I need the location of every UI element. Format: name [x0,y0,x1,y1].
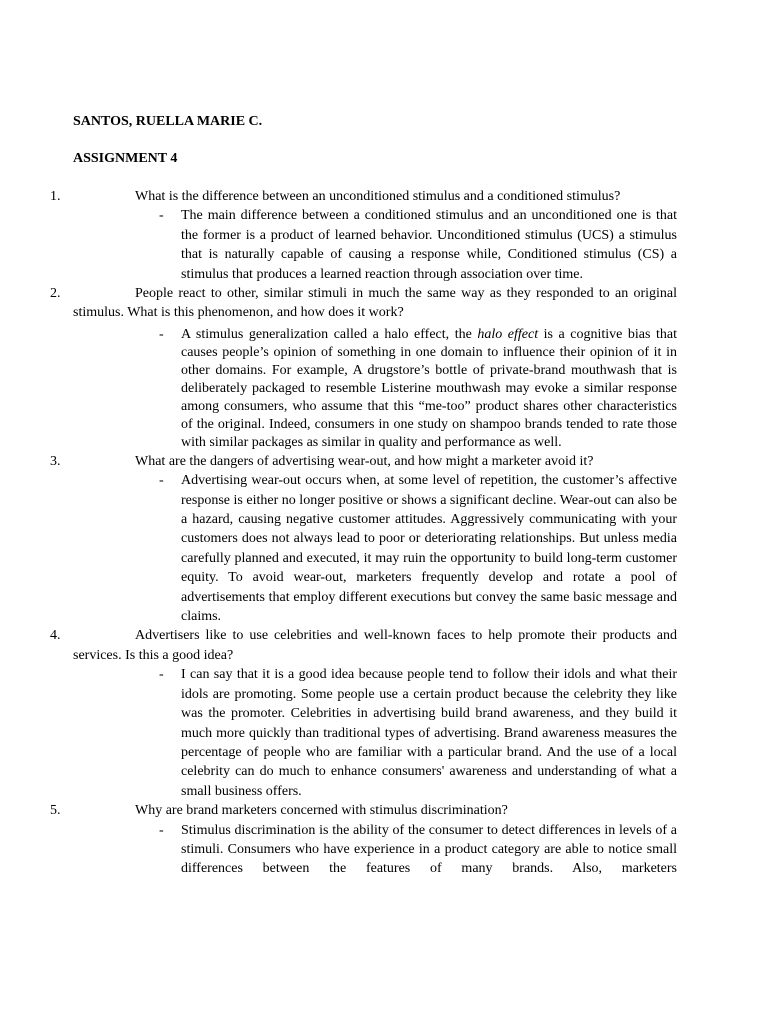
answer-text-after: is a cognitive bias that causes people’s opinion of something in one domain to influence their opinion of it in other domains. For example, A drugstore’s bottle of private-brand mouthwash that is deliberately packaged to resemble Listerine mouthwash may evoke a similar response among consumers, who assume that this “me-too” product shares other characteristics of the original. Indeed, consumers in one study on shampoo brands tended to rate those with similar packages as similar in quality and performance as well. [181,326,678,450]
answer-bullet: - [159,208,164,224]
question-3 [50,452,677,471]
question-item-2 [0,284,768,452]
question-item-5 [0,801,768,879]
question-2 [50,284,677,323]
question-list [0,187,768,879]
answer-bullet: - [159,473,164,489]
question-item-4 [0,626,768,801]
question-number: 3. [50,453,61,469]
question-4 [50,626,677,665]
answer-5 [159,821,677,879]
answer-2 [159,326,678,452]
answer-4 [159,665,677,801]
answer-text: The main difference between a conditioned stimulus and an unconditioned one is that the former is a product of learned behavior. Unconditioned stimulus (UCS) a stimulus that is naturally capable of causing a response while, Conditioned stimulus (CS) a stimulus that produces a learned reaction through association over time. [181,208,677,282]
question-text: Advertisers like to use celebrities and well-known faces to help promote their products and services. Is this a good idea? [73,628,677,663]
answer-1 [159,206,677,284]
question-number: 4. [50,628,61,644]
author-name: SANTOS, RUELLA MARIE C. [73,114,263,129]
answer-bullet: - [159,822,164,838]
question-text: What are the dangers of advertising wear-out, and how might a marketer avoid it? [135,453,594,469]
answer-text-italic: halo effect [477,326,539,342]
answer-bullet: - [159,667,164,683]
question-text: People react to other, similar stimuli in much the same way as they responded to an original stimulus. What is this phenomenon, and how does it work? [73,286,677,321]
question-item-3 [0,452,768,627]
question-item-1 [0,187,768,284]
answer-text: Stimulus discrimination is the ability of the consumer to detect differences in levels of a stimuli. Consumers who have experience in a product category are able to notice small differences between the features of many brands. Also, marketers [181,822,677,877]
answer-text: Advertising wear-out occurs when, at some level of repetition, the customer’s affective response is either no longer positive or shows a significant decline. Wear-out can also be a hazard, causing negative customer attitudes. Aggressively communicating with your customers does not always lead to poor or deteriorating relationships. But unless media carefully planned and executed, it may ruin the opportunity to build long-term customer equity. To avoid wear-out, marketers frequently develop and rotate a pool of advertisements that employ different executions but convey the same basic message and claims. [181,473,677,625]
question-1 [50,187,677,206]
question-text: What is the difference between an unconditioned stimulus and a conditioned stimulus? [135,188,621,204]
document-body [0,112,768,879]
question-text: Why are brand marketers concerned with stimulus discrimination? [135,803,508,819]
answer-text-before: A stimulus generalization called a halo effect, the [181,326,478,342]
question-number: 2. [50,286,61,301]
answer-text: I can say that it is a good idea because people tend to follow their idols and what their idols are promoting. Some people use a certain product because the celebrity they like was the promoter. Celebrities in advertising build brand awareness, and they build it much more quickly than traditional types of advertising. Brand awareness measures the percentage of people who are familiar with a particular brand. And the use of a local celebrity can do much to enhance consumers' awareness and understanding of what a small business offers. [181,667,677,799]
answer-bullet: - [159,326,164,342]
question-number: 5. [50,803,61,819]
question-5 [50,801,677,820]
answer-3 [159,471,677,626]
assignment-title: ASSIGNMENT 4 [73,150,178,166]
question-number: 1. [50,188,61,204]
